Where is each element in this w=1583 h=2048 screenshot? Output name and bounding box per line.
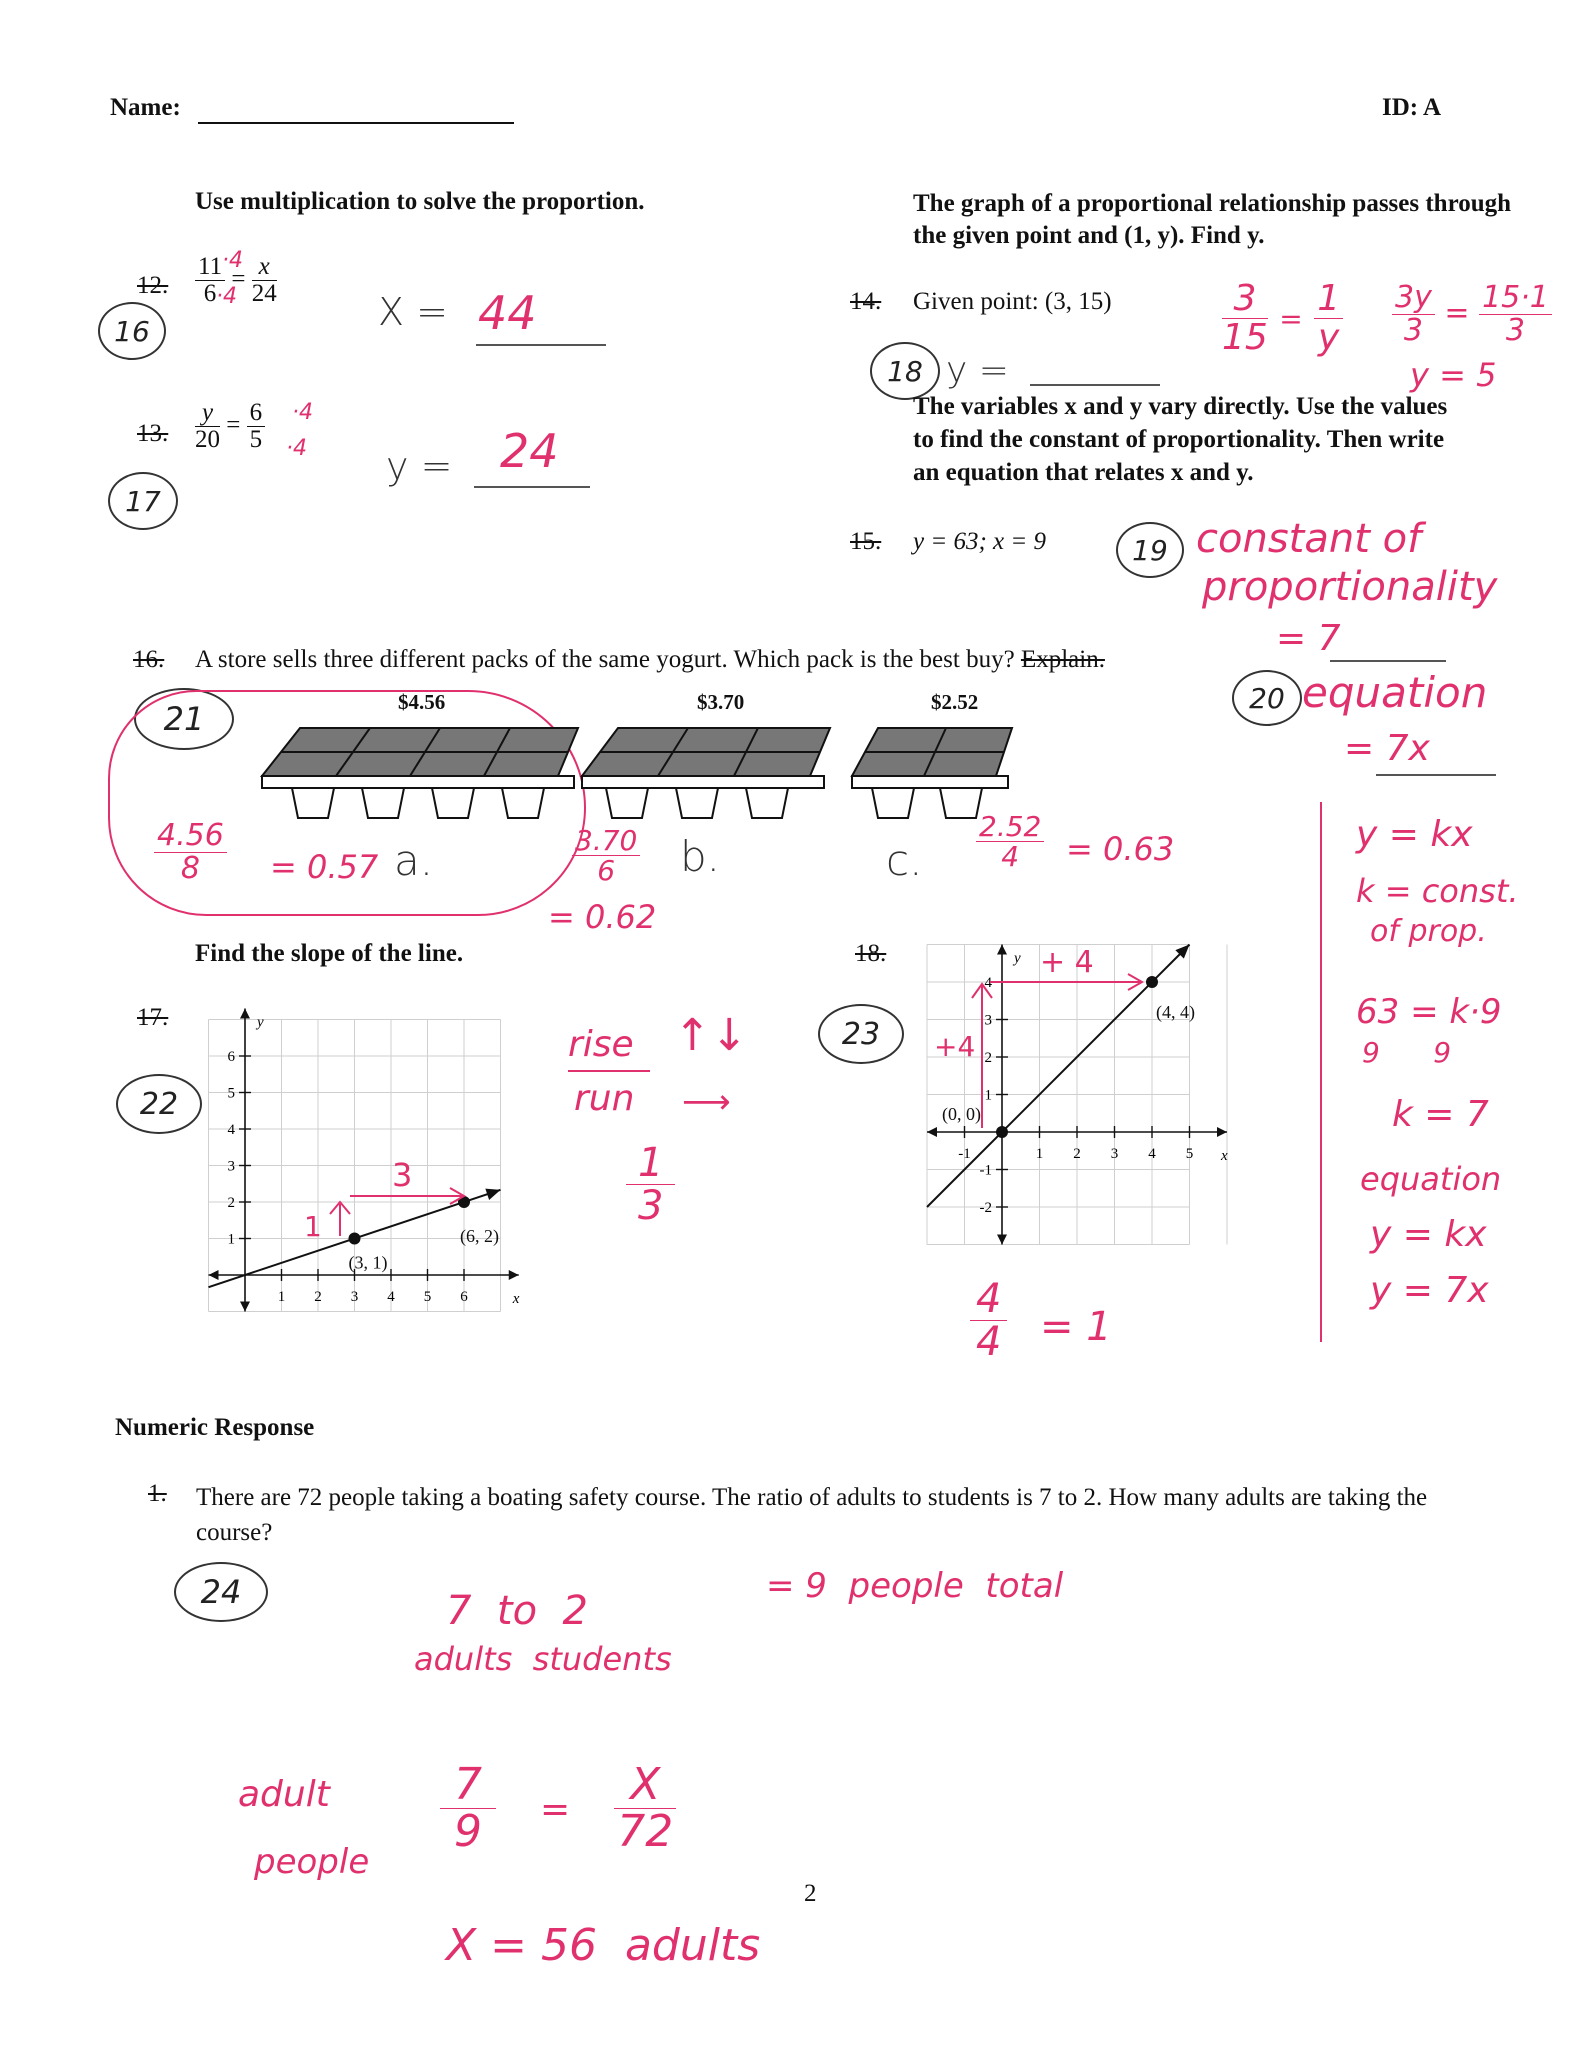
graph-point-heading: The graph of a proportional relationship passes through the given point and (1, y). Find y. (913, 190, 1512, 249)
nr-q1-number: 1. (148, 1480, 167, 1507)
q16-price-a: $4.56 (398, 690, 446, 714)
q15-eq-circle: 20 (1232, 670, 1302, 726)
q17-y-tick-label: 6 (227, 1049, 235, 1065)
q18-answer-result: = 1 (1040, 1304, 1112, 1350)
q18-x-tick-label: 3 (1110, 1146, 1119, 1162)
q17-point-label: (3, 1) (348, 1252, 388, 1273)
q12-answer-label: X = (378, 290, 448, 334)
q16-price-c: $2.52 (931, 690, 979, 714)
q16-work-c-letter: c. (886, 836, 923, 885)
q13-answer: 24 (500, 424, 559, 478)
q17-number: 17. (137, 1004, 169, 1031)
q17-x-tick-label: 5 (423, 1289, 432, 1305)
side-work-1: y = kx (1356, 814, 1473, 855)
q17-x-tick-label: 1 (277, 1289, 286, 1305)
q14-text: Given point: (3, 15) (913, 288, 1112, 315)
q18-x-tick-label: 5 (1185, 1146, 1194, 1162)
proportion-heading: Use multiplication to solve the proportion. (195, 188, 645, 215)
q18-x-tick-label: -1 (958, 1146, 971, 1162)
numeric-response-heading: Numeric Response (115, 1414, 315, 1441)
q12-circle: 16 (98, 302, 166, 360)
q17-x-tick-label: 2 (314, 1289, 322, 1305)
q18-hand-rise: +4 (934, 1030, 976, 1063)
q17-y-tick-label: 5 (227, 1085, 235, 1102)
q14-work-result: y = 5 (1410, 356, 1497, 394)
q18-point-label: (0, 0) (942, 1104, 981, 1124)
vary-heading: The variables x and y vary directly. Use the values to find the constant of proportionality. Then write an equation that relates x and y. (913, 393, 1448, 486)
q17-circle: 22 (116, 1074, 202, 1134)
q14-number: 14. (850, 288, 882, 315)
side-work-6: k = 7 (1392, 1094, 1489, 1135)
q18-y-tick-label: -2 (979, 1200, 992, 1216)
q13-equation: $\frac{y}{20}$ = $\frac{6}{5}$ (195, 400, 265, 454)
nr-work-proportion: $\frac{7}{9}$ = $\frac{X}{72}$ (440, 1762, 676, 1855)
q17-y-tick-label: 2 (227, 1195, 235, 1211)
q18-y-axis-label: y (1014, 950, 1021, 967)
q15-const-label-2: proportionality (1202, 564, 1498, 610)
q12-equation: $\frac{11}{6}$ = $\frac{x}{24}$ (195, 254, 277, 308)
q17-arrows-1: ↑↓ (674, 1010, 748, 1061)
q15-number: 15. (850, 528, 882, 555)
q18-y-arrow-down (997, 1235, 1007, 1245)
q16-work-a-letter: a. (394, 836, 434, 885)
q14-work-proportion: $\frac{3}{15}$ = $\frac{1}{y}$ (1222, 280, 1343, 357)
nr-work-ratio-labels: adults students (414, 1640, 672, 1678)
q16-text: A store sells three different packs of the same yogurt. Which pack is the best buy? Explain. (195, 646, 1105, 673)
q14-circle: 18 (870, 342, 940, 400)
q18-hand-run: + 4 (1040, 945, 1094, 980)
q12-number: 12. (137, 272, 169, 299)
q17-x-tick-label: 4 (387, 1289, 395, 1305)
q13-hand-mult-top: ·4 (292, 400, 313, 425)
nr-q1-text: There are 72 people taking a boating safety course. The ratio of adults to students is 7 to 2. How many adults are taking the course? (196, 1484, 1428, 1546)
q17-point-label: (6, 2) (460, 1226, 499, 1246)
q15-eq-label: equation (1302, 668, 1488, 717)
q16-work-a-frac: $\frac{4.56}{8}$ (154, 820, 227, 884)
q18-y-tick-label: 1 (984, 1087, 992, 1104)
q18-point-label: (4, 4) (1156, 1002, 1195, 1022)
q16-work-b-letter: b. (680, 832, 721, 881)
q18-answer: $\frac{4}{4}$ (970, 1278, 1007, 1363)
q17-answer: $\frac{1}{3}$ (626, 1142, 675, 1227)
q17-y-tick-label: 1 (227, 1231, 235, 1248)
q18-y-tick-label: 3 (984, 1012, 992, 1029)
q16-work-b-frac: $\frac{3.70}{6}$ (572, 826, 640, 886)
q17-y-axis-label: y (257, 1014, 264, 1031)
q18-x-axis-label: x (1221, 1148, 1228, 1164)
id-label: ID: A (1382, 94, 1442, 121)
q17-x-tick-label: 3 (350, 1289, 359, 1305)
q17-y-tick-label: 3 (227, 1158, 235, 1175)
q18-x-tick-label: 4 (1148, 1146, 1156, 1162)
q13-number: 13. (137, 420, 169, 447)
q17-hand-run: 3 (392, 1156, 413, 1194)
nr-q1-circle: 24 (174, 1562, 268, 1622)
q18-x-tick-label: 2 (1073, 1146, 1081, 1162)
slope-heading: Find the slope of the line. (195, 940, 464, 967)
q17-y-tick-label: 4 (227, 1122, 235, 1138)
side-work-9: y = 7x (1370, 1270, 1489, 1311)
q17-x-axis-label: x (512, 1291, 520, 1307)
q17-arrows-2: ⟶ (682, 1082, 731, 1122)
q18-circle: 23 (818, 1004, 904, 1064)
nr-work-ratio: 7 to 2 (446, 1588, 588, 1634)
q18-x-tick-label: 1 (1035, 1146, 1044, 1162)
q13-circle: 17 (108, 472, 178, 530)
side-work-7: equation (1360, 1160, 1502, 1198)
side-work-5: 9 9 (1362, 1036, 1452, 1069)
q18-y-tick-label: -1 (979, 1162, 992, 1179)
q14-answer-label: y = (946, 350, 1009, 391)
page-number: 2 (804, 1880, 817, 1907)
q16-number: 16. (133, 646, 165, 673)
q15-const-value: = 7 (1276, 618, 1341, 659)
q18-y-arrow-up (997, 945, 1007, 955)
q13-hand-mult-bottom: ·4 (286, 436, 307, 461)
q17-x-tick-label: 6 (460, 1289, 468, 1305)
q18-x-arrow-right (1217, 1127, 1227, 1137)
q12-hand-mult-bottom: ·4 (216, 284, 237, 309)
q16-work-c-frac: $\frac{2.52}{4}$ (976, 812, 1044, 872)
q12-answer: 44 (478, 286, 537, 340)
q16-price-b: $3.70 (697, 690, 745, 714)
q15-const-label-1: constant of (1196, 516, 1422, 562)
q15-eq-value: = 7x (1344, 728, 1430, 769)
side-work-4: 63 = k·9 (1356, 992, 1502, 1032)
q18-number: 18. (855, 940, 887, 967)
nr-work-adult: adult (238, 1774, 330, 1815)
q14-work-solve: $\frac{3y}{3}$ = $\frac{15\cdot 1}{3}$ (1392, 282, 1552, 346)
side-work-2: k = const. (1356, 872, 1519, 910)
q15-const-circle: 19 (1116, 522, 1184, 578)
nr-work-people: people (254, 1842, 370, 1882)
side-work-8: y = kx (1370, 1214, 1487, 1255)
q18-y-tick-label: 2 (984, 1050, 992, 1066)
q18-x-arrow-left (927, 1127, 937, 1137)
q16-work-a-result: = 0.57 (270, 848, 379, 886)
side-work-3: of prop. (1370, 914, 1487, 949)
nr-work-total: = 9 people total (766, 1566, 1064, 1606)
q18-y-tick-label: 4 (984, 975, 992, 991)
q16-work-c-result: = 0.63 (1066, 830, 1175, 868)
q16-work-b-result: = 0.62 (548, 898, 657, 936)
q15-text: y = 63; x = 9 (913, 528, 1047, 555)
name-label: Name: (110, 94, 181, 121)
q17-run-label: run (574, 1078, 635, 1119)
q12-hand-mult-top: ·4 (222, 248, 243, 273)
q17-rise-label: rise (568, 1024, 634, 1065)
q17-hand-rise: 1 (304, 1210, 322, 1243)
q18-point (1146, 976, 1158, 988)
nr-work-answer: X = 56 adults (446, 1920, 761, 1971)
q16-circle: 21 (134, 688, 234, 750)
q18-point (996, 1126, 1008, 1138)
q13-answer-label: y = (386, 444, 453, 488)
